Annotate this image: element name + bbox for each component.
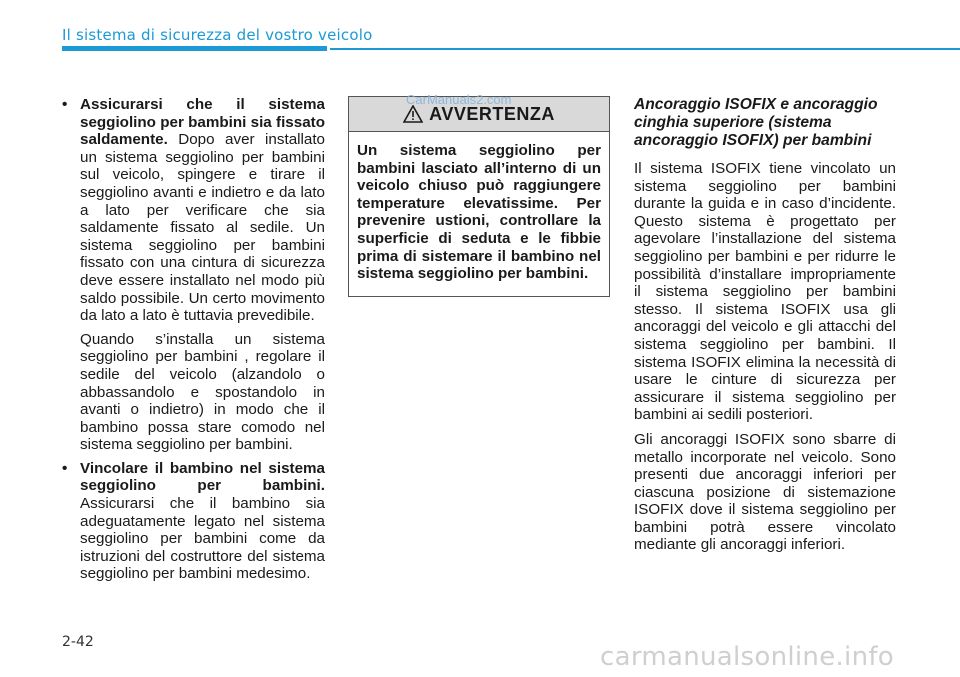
paragraph-isofix-intro: Il sistema ISOFIX tiene vincolato un sistema seggiolino per bambini durante la guida e in caso d’incidente. Questo sistema è progettato per agevolare l’installazione del sistema seggiolino per bambini e per ridurre le possibilità d’installare impropriamente il sistema seggiolino per bambini stesso. Il sistema ISOFIX usa gli ancoraggi del veicolo e gli attacchi del sistema seggiolino per bambini. Il sistema ISOFIX elimina la necessità di usare le cinture di sicurezza per assicurare il sistema seggiolino per bambini ai sedili posteriori. [634, 160, 896, 424]
section-title: Il sistema di sicurezza del vostro veicolo [62, 26, 373, 44]
page-number: 2-42 [62, 634, 94, 650]
left-column [62, 96, 325, 589]
bullet-dot: • [62, 96, 68, 113]
paragraph-isofix-ancoraggi: Gli ancoraggi ISOFIX sono sbarre di metallo incorporate nel veicolo. Sono presenti due ancoraggi inferiori per ciascuna posizione di sistemazione ISOFIX dove il sistema seggiolino per bambini potrà essere vincolato mediante gli ancoraggi inferiori. [634, 430, 896, 554]
right-column [634, 96, 896, 561]
paragraph-regolare-sedile: Quando s’installa un sistema seggiolino per bambini , regolare il sedile del veicolo (alzandolo o abbassandolo e spostandolo in avanti o indietro) in modo che il bambino possa stare comodo nel sistema seggiolino per bambini. [80, 330, 325, 454]
bullet-dot: • [62, 459, 68, 477]
bullet-bold-text: Vincolare il bambino nel sistema seggiolino per bambini. [80, 459, 325, 495]
warning-box [348, 96, 610, 297]
warning-title: AVVERTENZA [429, 103, 555, 124]
bullet-body-text: Dopo aver installato un sistema seggiolino per bambini sul veicolo, spingere e tirare il seggiolino avanti e indietro e da lato a lato per verificare che sia saldamente fissato al sedile. Un sistema seggiolino per bambini fissato con una cintura di sicurezza deve essere installato nel modo più saldo possibile. Un certo movimento da lato a lato è tuttavia prevedibile. [80, 131, 325, 325]
watermark-overlay: CarManuals2.com [406, 92, 512, 107]
header-rule-thin [330, 48, 960, 50]
bullet-body-text: Assicurarsi che il bambino sia adeguatamente legato nel sistema seggiolino per bambini come da istruzioni del costruttore del sistema seggiolino per bambini medesimo. [80, 495, 325, 583]
warning-body: Un sistema seggiolino per bambini lasciato all’interno di un veicolo chiuso può raggiungere temperature elevatissime. Per prevenire ustioni, controllare la superficie di seduta e le fibbie prima di sistemare il bambino nel sistema seggiolino per bambini. [357, 142, 601, 283]
header-rule-thick [62, 46, 327, 51]
bullet-item-vincolare [62, 460, 325, 583]
section-heading-isofix: Ancoraggio ISOFIX e ancoraggio cinghia superiore (sistema ancoraggio ISOFIX) per bambini [634, 96, 878, 149]
bullet-bold-text: Assicurarsi che il sistema seggiolino per bambini sia fissato saldamente. [80, 96, 325, 149]
warning-triangle-icon [403, 105, 423, 123]
bullet-item-fissato [62, 96, 325, 325]
footer-watermark: carmanualsonline.info [600, 642, 895, 672]
